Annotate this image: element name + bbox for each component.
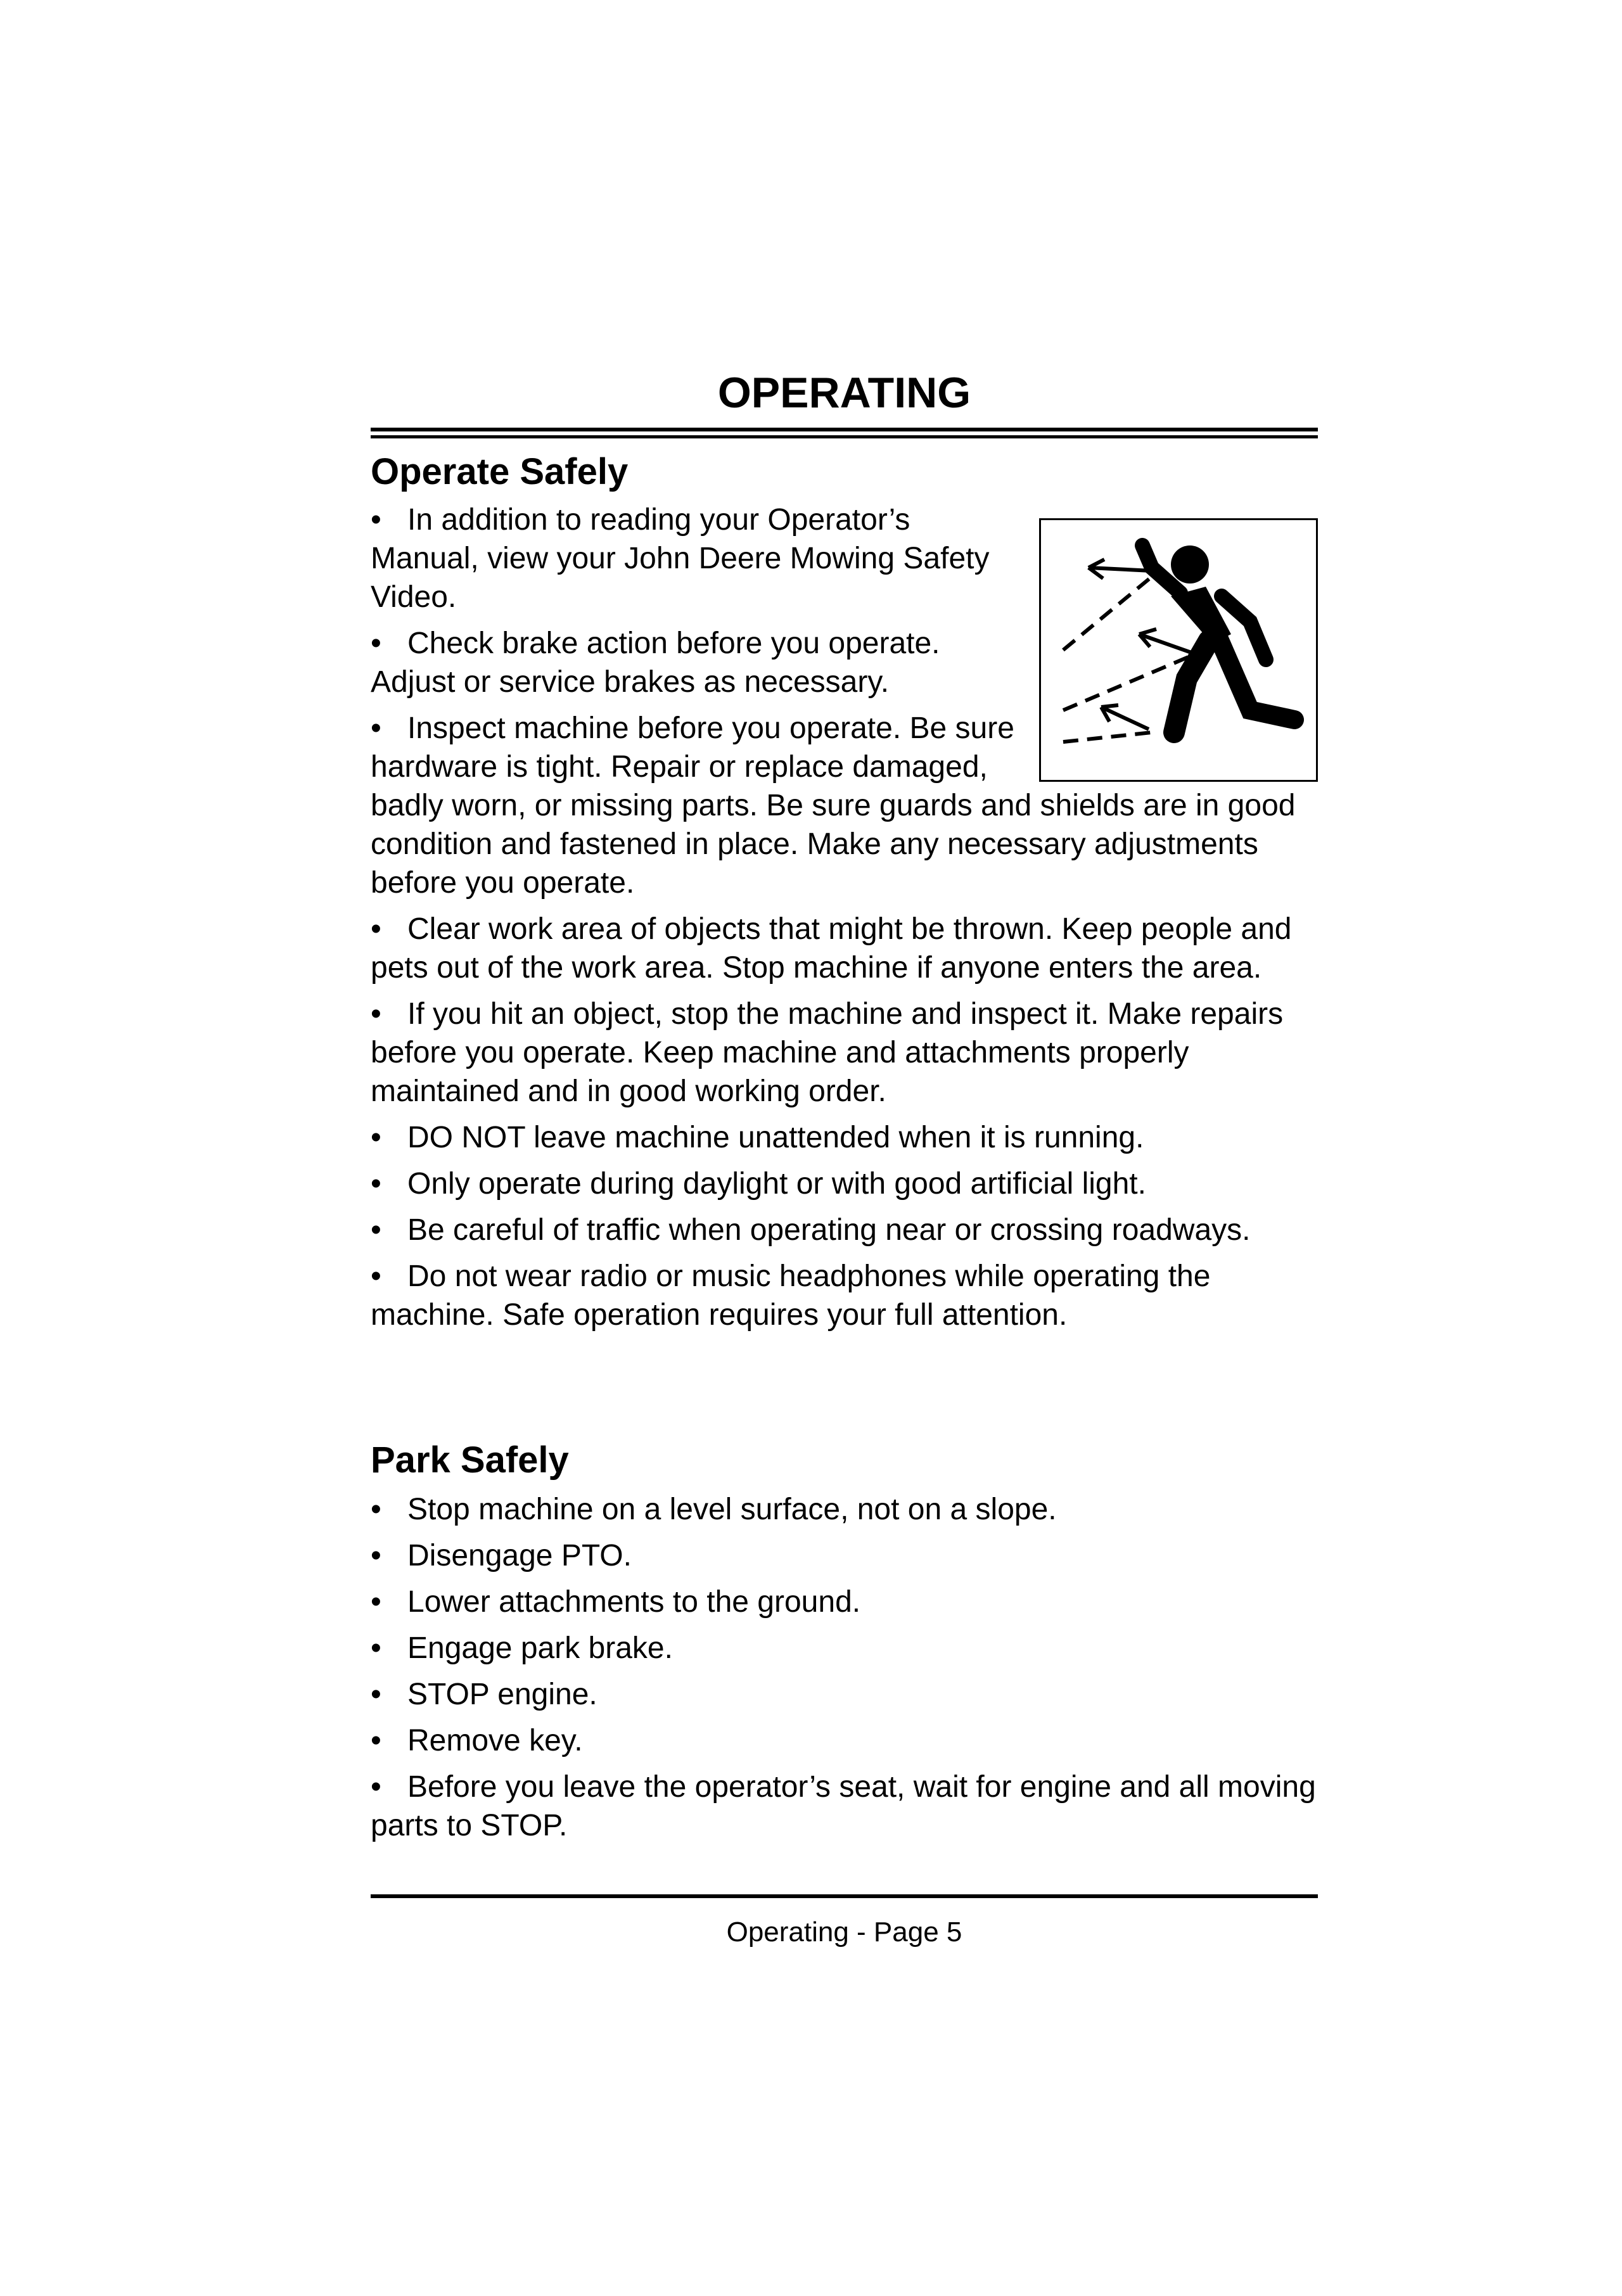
list-item: • Inspect machine before you operate. Be sure hardware is tight. Repair or replace damaged, badly worn, or missing parts. Be sure guards and shields are in good condition and fastened in place. Make any necessary adjustments before you operate. [371,711,1296,900]
list-item: • Be careful of traffic when operating near or crossing roadways. [371,1213,1251,1247]
page-footer: Operating - Page 5 [726,1917,962,1948]
list-item: • Check brake action before you operate. Adjust or service brakes as necessary. [371,627,940,699]
list-item: • Lower attachments to the ground. [371,1585,861,1619]
park-safely-list [371,1490,1318,1853]
list-item: • In addition to reading your Operator’s Manual, view your John Deere Mowing Safety Video. [371,503,990,614]
list-item: • STOP engine. [371,1678,597,1711]
title-double-rule [371,428,1318,438]
list-item: • Remove key. [371,1724,583,1757]
operate-safely-heading: Operate Safely [371,451,629,492]
list-item: • Only operate during daylight or with good artificial light. [371,1167,1146,1201]
list-item: • Disengage PTO. [371,1539,632,1572]
list-item: • Clear work area of objects that might be thrown. Keep people and pets out of the work area. Stop machine if anyone enters the area. [371,912,1292,985]
list-item: • Do not wear radio or music headphones while operating the machine. Safe operation requires your full attention. [371,1260,1211,1332]
list-item: • DO NOT leave machine unattended when it is running. [371,1121,1144,1154]
list-item: • Stop machine on a level surface, not on a slope. [371,1493,1057,1526]
list-item: • If you hit an object, stop the machine and inspect it. Make repairs before you operate. Keep machine and attachments properly maintained and in good working order. [371,997,1284,1108]
list-item: • Engage park brake. [371,1631,673,1665]
page-title: OPERATING [717,369,971,417]
list-item: • Before you leave the operator’s seat, wait for engine and all moving parts to STOP. [371,1770,1316,1842]
park-safely-heading: Park Safely [371,1439,569,1481]
footer-rule [371,1894,1318,1898]
operate-safely-list [371,501,1318,1342]
